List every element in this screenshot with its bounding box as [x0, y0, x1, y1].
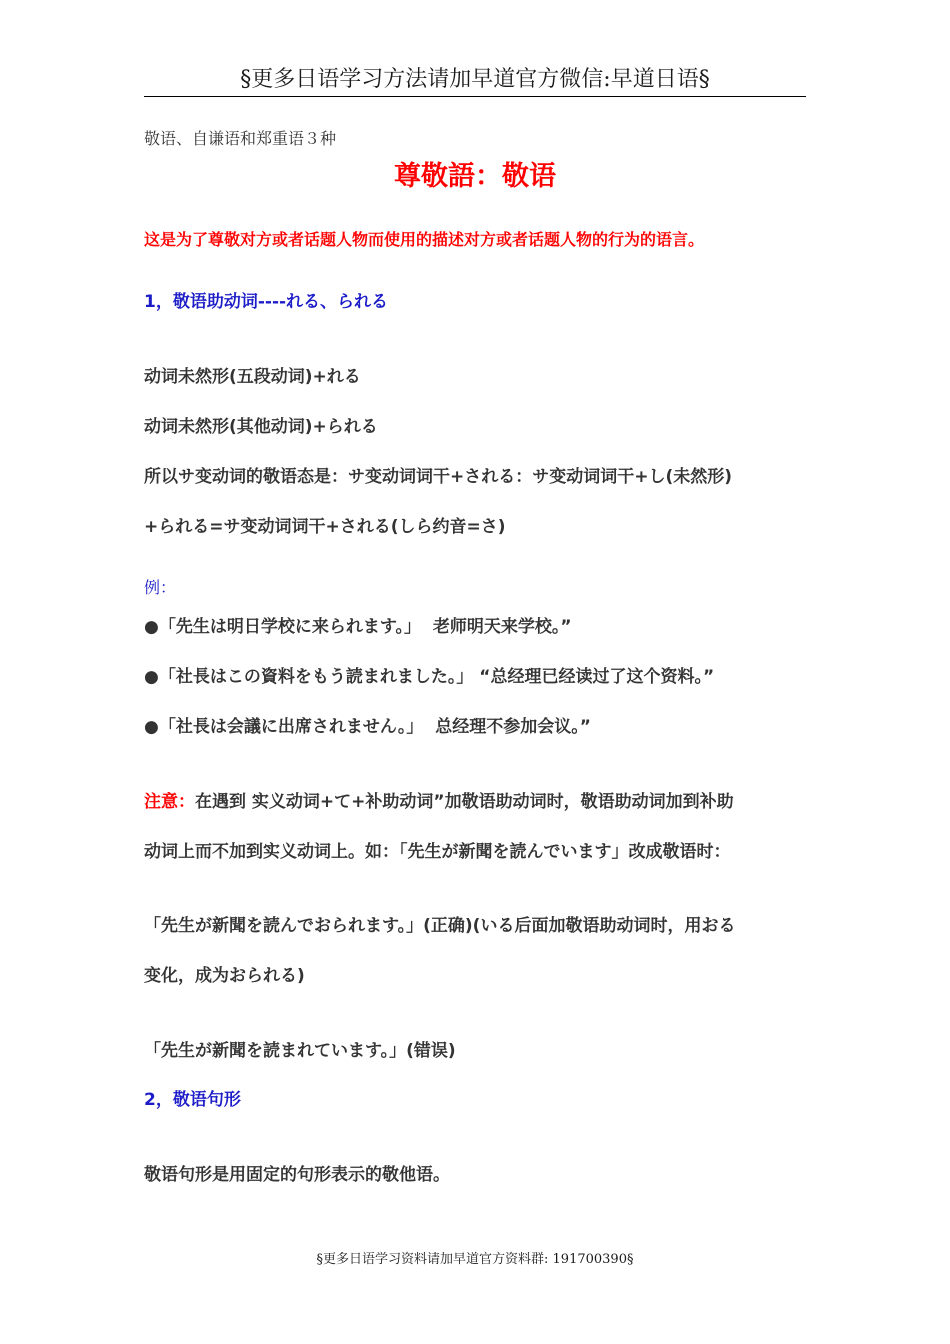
section2-heading: 2，敬语句形: [144, 1090, 241, 1110]
bullet-icon: ●: [144, 617, 159, 637]
example-chinese: 总经理不参加会议。”: [435, 717, 591, 737]
rule-line-2: 动词未然形(其他动词)+られる: [144, 417, 378, 437]
wrong-example-line: 「先生が新聞を読まれています。」(错误): [144, 1041, 456, 1061]
intro-line: 敬语、自谦语和郑重语３种: [144, 129, 337, 148]
rule-line-3: 所以サ变动词的敬语态是：サ变动词词干+される：サ变动词词干+し(未然形): [144, 467, 733, 487]
example-item-3: [144, 712, 591, 737]
note-text: 在遇到 实义动词+て+补助动词”加敬语助动词时，敬语助动词加到补助: [195, 792, 734, 812]
bullet-icon: ●: [144, 667, 159, 687]
correct-example-line-2: 变化，成为おられる): [144, 966, 305, 986]
example-japanese: 「社長は会議に出席されません。」: [158, 717, 424, 737]
example-chinese: 老师明天来学校。”: [432, 617, 572, 637]
example-japanese: 「社長はこの資料をもう読まれました。」: [158, 667, 474, 687]
example-chinese: “总经理已经读过了这个资料。”: [479, 667, 715, 687]
header-banner: §更多日语学习方法请加早道官方微信:早道日语§: [240, 67, 710, 92]
example-item-1: [144, 612, 572, 637]
footer-banner: §更多日语学习资料请加早道官方资料群: 191700390§: [316, 1252, 634, 1267]
note-line-2: 动词上而不加到实义动词上。如：「先生が新聞を読んでいます」改成敬语时：: [144, 842, 731, 862]
example-item-2: [144, 662, 714, 687]
bullet-icon: ●: [144, 717, 159, 737]
note-line-1: [144, 787, 734, 812]
example-label: 例：: [144, 578, 177, 597]
header-divider: [144, 96, 806, 97]
note-label: 注意：: [144, 792, 195, 812]
definition-text: 这是为了尊敬对方或者话题人物而使用的描述对方或者话题人物的行为的语言。: [144, 230, 705, 249]
rule-line-4: +られる=サ变动词词干+される(しら约音=さ): [144, 517, 506, 537]
correct-example-line-1: 「先生が新聞を読んでおられます。」(正确)(いる后面加敬语助动词时，用おる: [144, 916, 736, 936]
page-title: 尊敬語：敬语: [394, 161, 556, 192]
example-japanese: 「先生は明日学校に来られます。」: [158, 617, 421, 637]
section2-body: 敬语句形是用固定的句形表示的敬他语。: [144, 1165, 450, 1185]
rule-line-1: 动词未然形(五段动词)+れる: [144, 367, 361, 387]
section1-heading: 1，敬语助动词----れる、られる: [144, 292, 389, 312]
